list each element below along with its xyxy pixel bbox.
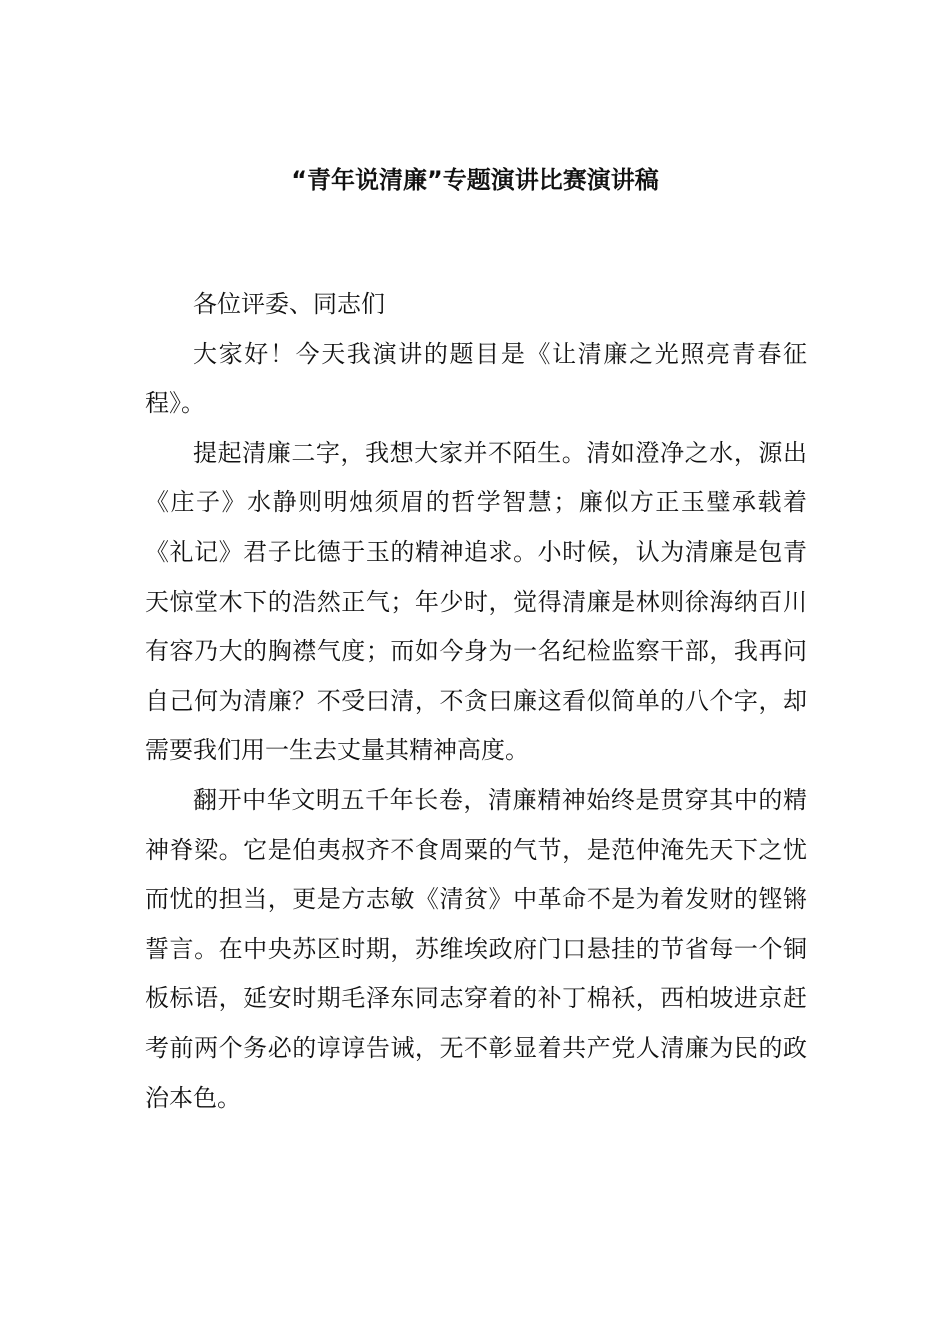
document-title: “青年说清廉”专题演讲比赛演讲稿 xyxy=(291,166,659,194)
paragraph-meaning-of-integrity: 提起清廉二字，我想大家并不陌生。清如澄净之水，源出《庄子》水静则明烛须眉的哲学智慧；廉似方正玉璧承载着《礼记》君子比德于玉的精神追求。小时候，认为清廉是包青天惊堂木下的浩然正气；年少时，觉得清廉是林则徐海纳百川有容乃大的胸襟气度；而如今身为一名纪检监察干部，我再问自己何为清廉？不受曰清，不贪曰廉这看似简单的八个字，却需要我们用一生去丈量其精神高度。 xyxy=(145,438,807,765)
paragraph-salutation: 各位评委、同志们 xyxy=(193,290,385,318)
paragraph-history-of-integrity: 翻开中华文明五千年长卷，清廉精神始终是贯穿其中的精神脊梁。它是伯夷叔齐不食周粟的气节，是范仲淹先天下之忧而忧的担当，更是方志敏《清贫》中革命不是为着发财的铿锵誓言。在中央苏区时期，苏维埃政府门口悬挂的节省每一个铜板标语，延安时期毛泽东同志穿着的补丁棉袄，西柏坡进京赶考前两个务必的谆谆告诫，无不彰显着共产党人清廉为民的政治本色。 xyxy=(145,785,807,1112)
document-body xyxy=(145,280,807,1123)
paragraph-greeting: 大家好！今天我演讲的题目是《让清廉之光照亮青春征程》。 xyxy=(145,339,807,418)
